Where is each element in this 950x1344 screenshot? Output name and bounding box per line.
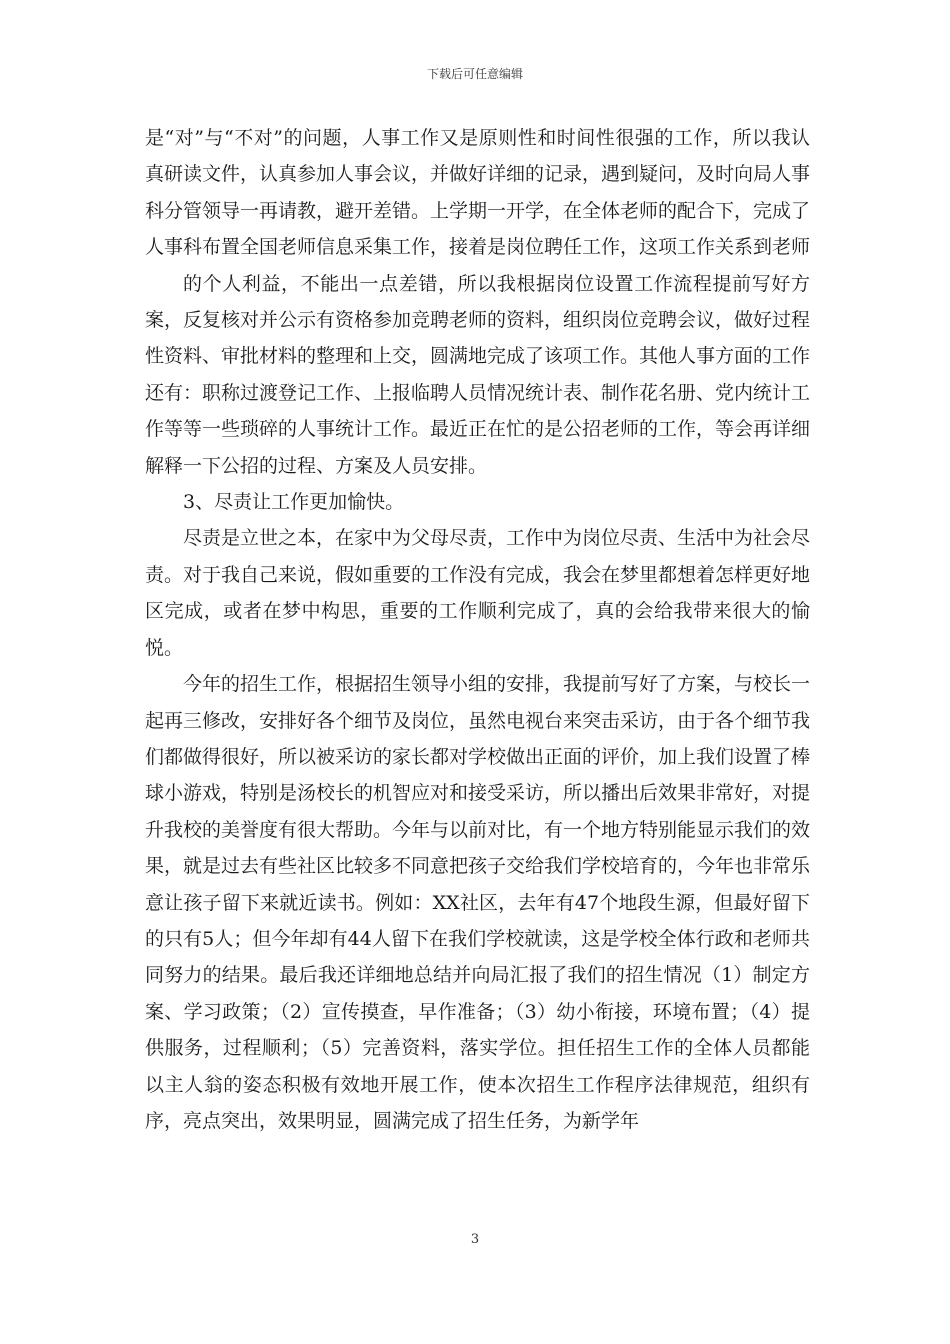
paragraph-2: 的个人利益，不能出一点差错，所以我根据岗位设置工作流程提前写好方案，反复核对并公示有资格参加竞聘老师的资料，组织岗位竞聘会议，做好过程性资料、审批材料的整理和上交，圆满地完成了该项工作。其他人事方面的工作还有：职称过渡登记工作、上报临聘人员情况统计表、制作花名册、党内统计工作等等一些琐碎的人事统计工作。最近正在忙的是公招老师的工作，等会再详细解释一下公招的过程、方案及人员安排。 [145, 272, 811, 477]
page-number: 3 [470, 1232, 480, 1247]
paragraph-4: 尽责是立世之本，在家中为父母尽责，工作中为岗位尽责、生活中为社会尽责。对于我自己来说，假如重要的工作没有完成，我会在梦里都想着怎样更好地区完成，或者在梦中构思，重要的工作顺利完成了，真的会给我带来很大的愉悦。 [145, 527, 811, 659]
document-body [145, 120, 810, 1139]
paragraph-1: 是“对”与“不对”的问题，人事工作又是原则性和时间性很强的工作，所以我认真研读文件，认真参加人事会议，并做好详细的记录，遇到疑问，及时向局人事科分管领导一再请教，避开差错。上学期一开学，在全体老师的配合下，完成了人事科布置全国老师信息采集工作，接着是岗位聘任工作，这项工作关系到老师 [145, 127, 811, 259]
page-header: 下载后可任意编辑 [426, 67, 523, 81]
paragraph-5: 今年的招生工作，根据招生领导小组的安排，我提前写好了方案，与校长一起再三修改，安排好各个细节及岗位，虽然电视台来突击采访，由于各个细节我们都做得很好，所以被采访的家长都对学校做出正面的评价，加上我们设置了棒球小游戏，特别是汤校长的机智应对和接受采访，所以播出后效果非常好，对提升我校的美誉度有很大帮助。今年与以前对比，有一个地方特别能显示我们的效果，就是过去有些社区比较多不同意把孩子交给我们学校培育的，今年也非常乐意让孩子留下来就近读书。例如：XX社区，去年有47个地段生源，但最好留下的只有5人；但今年却有44人留下在我们学校就读，这是学校全体行政和老师共同努力的结果。最后我还详细地总结并向局汇报了我们的招生情况（1）制定方案、学习政策；（2）宣传摸查，早作准备；（3）幼小衔接，环境布置；（4）提供服务，过程顺利；（5）完善资料，落实学位。担任招生工作的全体人员都能以主人翁的姿态积极有效地开展工作，使本次招生工作程序法律规范，组织有序，亮点突出，效果明显，圆满完成了招生任务，为新学年 [145, 673, 811, 1132]
section-heading-3: 3、尽责让工作更加愉快。 [183, 491, 405, 514]
